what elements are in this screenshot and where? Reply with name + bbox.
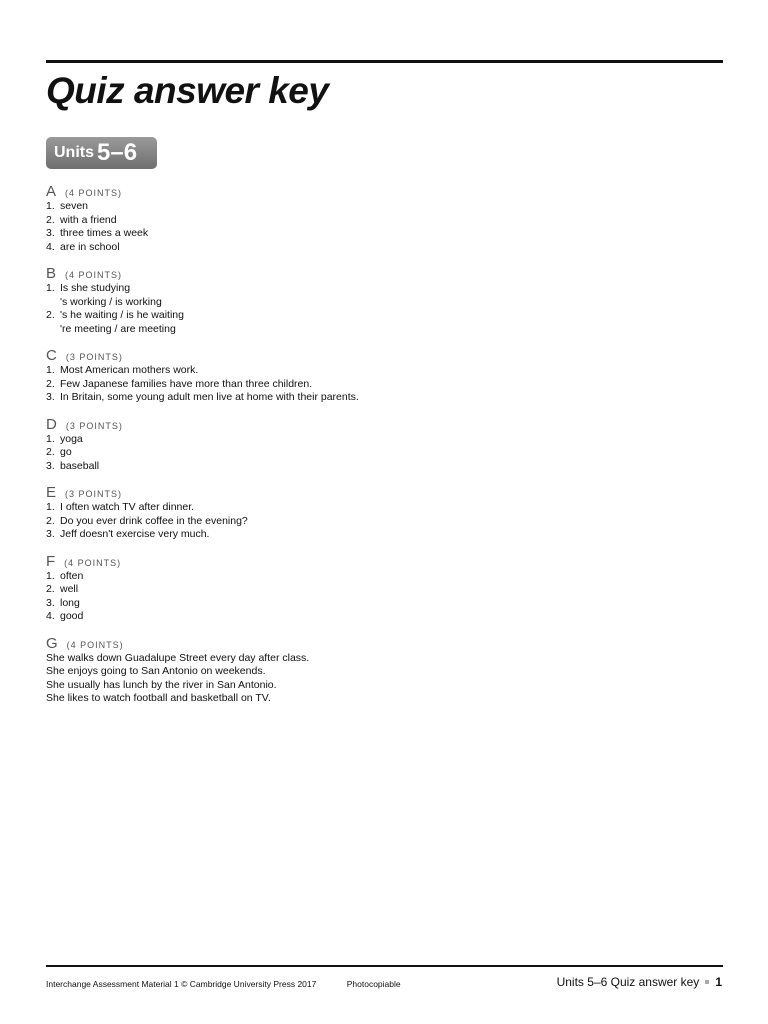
item-text: well: [60, 583, 79, 595]
section-g: [46, 635, 376, 706]
answer-item: [46, 446, 376, 460]
item-number: 4.: [46, 240, 55, 253]
item-text: good: [60, 610, 84, 622]
item-number: 1.: [46, 364, 55, 376]
answer-item: [46, 309, 376, 323]
item-text: often: [60, 569, 84, 582]
answer-item: [46, 433, 376, 447]
item-text: Few Japanese families have more than three children.: [60, 377, 313, 390]
section-points: (3 POINTS): [65, 489, 123, 499]
item-number: 2.: [46, 377, 55, 390]
answer-item: [46, 515, 376, 529]
units-badge-word: Units: [54, 144, 94, 161]
footer-copyright: Interchange Assessment Material 1 © Cambridge University Press 2017: [46, 979, 317, 989]
answer-line: She walks down Guadalupe Street every day after class.: [46, 651, 310, 664]
item-number: 4.: [46, 610, 55, 622]
item-number: 2.: [46, 583, 55, 595]
page-number: 1: [715, 975, 722, 989]
section-points: (4 POINTS): [65, 188, 123, 198]
section-letter: C: [46, 347, 57, 364]
answer-item: [46, 597, 376, 611]
square-separator-icon: [705, 980, 709, 984]
answer-line: She usually has lunch by the river in San Antonio.: [46, 678, 277, 691]
footer-photocopiable: Photocopiable: [346, 979, 401, 989]
item-number: 3.: [46, 596, 55, 609]
answer-line: She likes to watch football and basketball on TV.: [46, 692, 271, 704]
item-number: 3.: [46, 528, 55, 540]
item-number: 2.: [46, 309, 55, 321]
section-header: [46, 553, 376, 570]
item-number: 3.: [46, 459, 55, 472]
answer-item: [46, 501, 376, 515]
item-text: three times a week: [60, 227, 149, 239]
answer-item: [46, 391, 376, 405]
item-text: I often watch TV after dinner.: [60, 501, 195, 513]
section-header: [46, 183, 376, 200]
footer-running-title: Units 5–6 Quiz answer key: [556, 975, 700, 989]
answer-item: [46, 200, 376, 214]
footer-left: [46, 979, 401, 989]
item-text: seven: [60, 200, 89, 212]
answer-list: [46, 570, 376, 624]
section-letter: E: [46, 484, 57, 501]
item-text: go: [60, 446, 72, 458]
item-number: 3.: [46, 227, 55, 239]
answer-item: [46, 214, 376, 228]
top-rule: [46, 60, 723, 63]
section-e: [46, 484, 376, 542]
answer-line: She enjoys going to San Antonio on weekends.: [46, 665, 266, 677]
item-text: Is she studying: [60, 282, 131, 294]
section-letter: F: [46, 552, 56, 570]
item-number: 1.: [46, 282, 55, 294]
answer-list: [46, 501, 376, 542]
item-number: 1.: [46, 501, 55, 513]
item-text: Do you ever drink coffee in the evening?: [60, 514, 248, 527]
answer-item: [46, 570, 376, 584]
section-points: (4 POINTS): [64, 557, 122, 568]
item-number: 1.: [46, 569, 55, 582]
answer-list: [46, 309, 376, 323]
item-number: 2.: [46, 514, 55, 527]
bottom-rule: [46, 965, 723, 967]
section-header: [46, 416, 376, 433]
units-badge: [46, 137, 157, 169]
section-header: [46, 265, 376, 282]
item-text: baseball: [60, 459, 100, 472]
item-number: 3.: [46, 391, 55, 403]
section-letter: G: [46, 634, 58, 652]
answer-list: [46, 364, 376, 405]
section-header: [46, 484, 376, 501]
item-text: with a friend: [60, 213, 117, 226]
answer-item: [46, 227, 376, 241]
item-text: yoga: [60, 432, 83, 445]
section-d: [46, 416, 376, 474]
section-points: (3 POINTS): [65, 352, 123, 362]
footer-right: [557, 975, 722, 989]
answer-list: [46, 200, 376, 254]
item-number: 1.: [46, 200, 55, 212]
item-text: are in school: [60, 240, 120, 253]
answer-item: [46, 364, 376, 378]
section-b: [46, 265, 376, 336]
item-text: long: [60, 596, 80, 609]
section-letter: A: [46, 183, 57, 200]
section-points: (3 POINTS): [65, 420, 123, 431]
item-number: 1.: [46, 432, 55, 445]
answer-item: [46, 378, 376, 392]
section-c: [46, 347, 376, 405]
item-subline: 's working / is working: [60, 295, 162, 308]
section-points: (4 POINTS): [65, 270, 123, 280]
section-letter: B: [46, 265, 57, 282]
item-text: In Britain, some young adult men live at home with their parents.: [60, 391, 359, 403]
page-title: Quiz answer key: [46, 70, 329, 111]
item-text: 's he waiting / is he waiting: [60, 309, 184, 321]
section-points: (4 POINTS): [66, 639, 124, 650]
answer-content: [46, 183, 376, 717]
answer-item: [46, 610, 376, 624]
item-subline: 're meeting / are meeting: [60, 322, 176, 335]
answer-list: [46, 282, 376, 296]
section-letter: D: [46, 415, 57, 433]
item-text: Most American mothers work.: [60, 364, 199, 376]
answer-item: [46, 460, 376, 474]
units-badge-numbers: 5–6: [97, 139, 138, 166]
item-number: 2.: [46, 213, 55, 226]
section-a: [46, 183, 376, 254]
answer-item: [46, 528, 376, 542]
answer-list: [46, 433, 376, 474]
item-text: Jeff doesn't exercise very much.: [60, 528, 210, 540]
item-number: 2.: [46, 446, 55, 458]
answer-item: [46, 241, 376, 255]
answer-item: [46, 583, 376, 597]
section-f: [46, 553, 376, 624]
section-header: [46, 635, 376, 652]
section-header: [46, 347, 376, 364]
answer-item: [46, 282, 376, 296]
